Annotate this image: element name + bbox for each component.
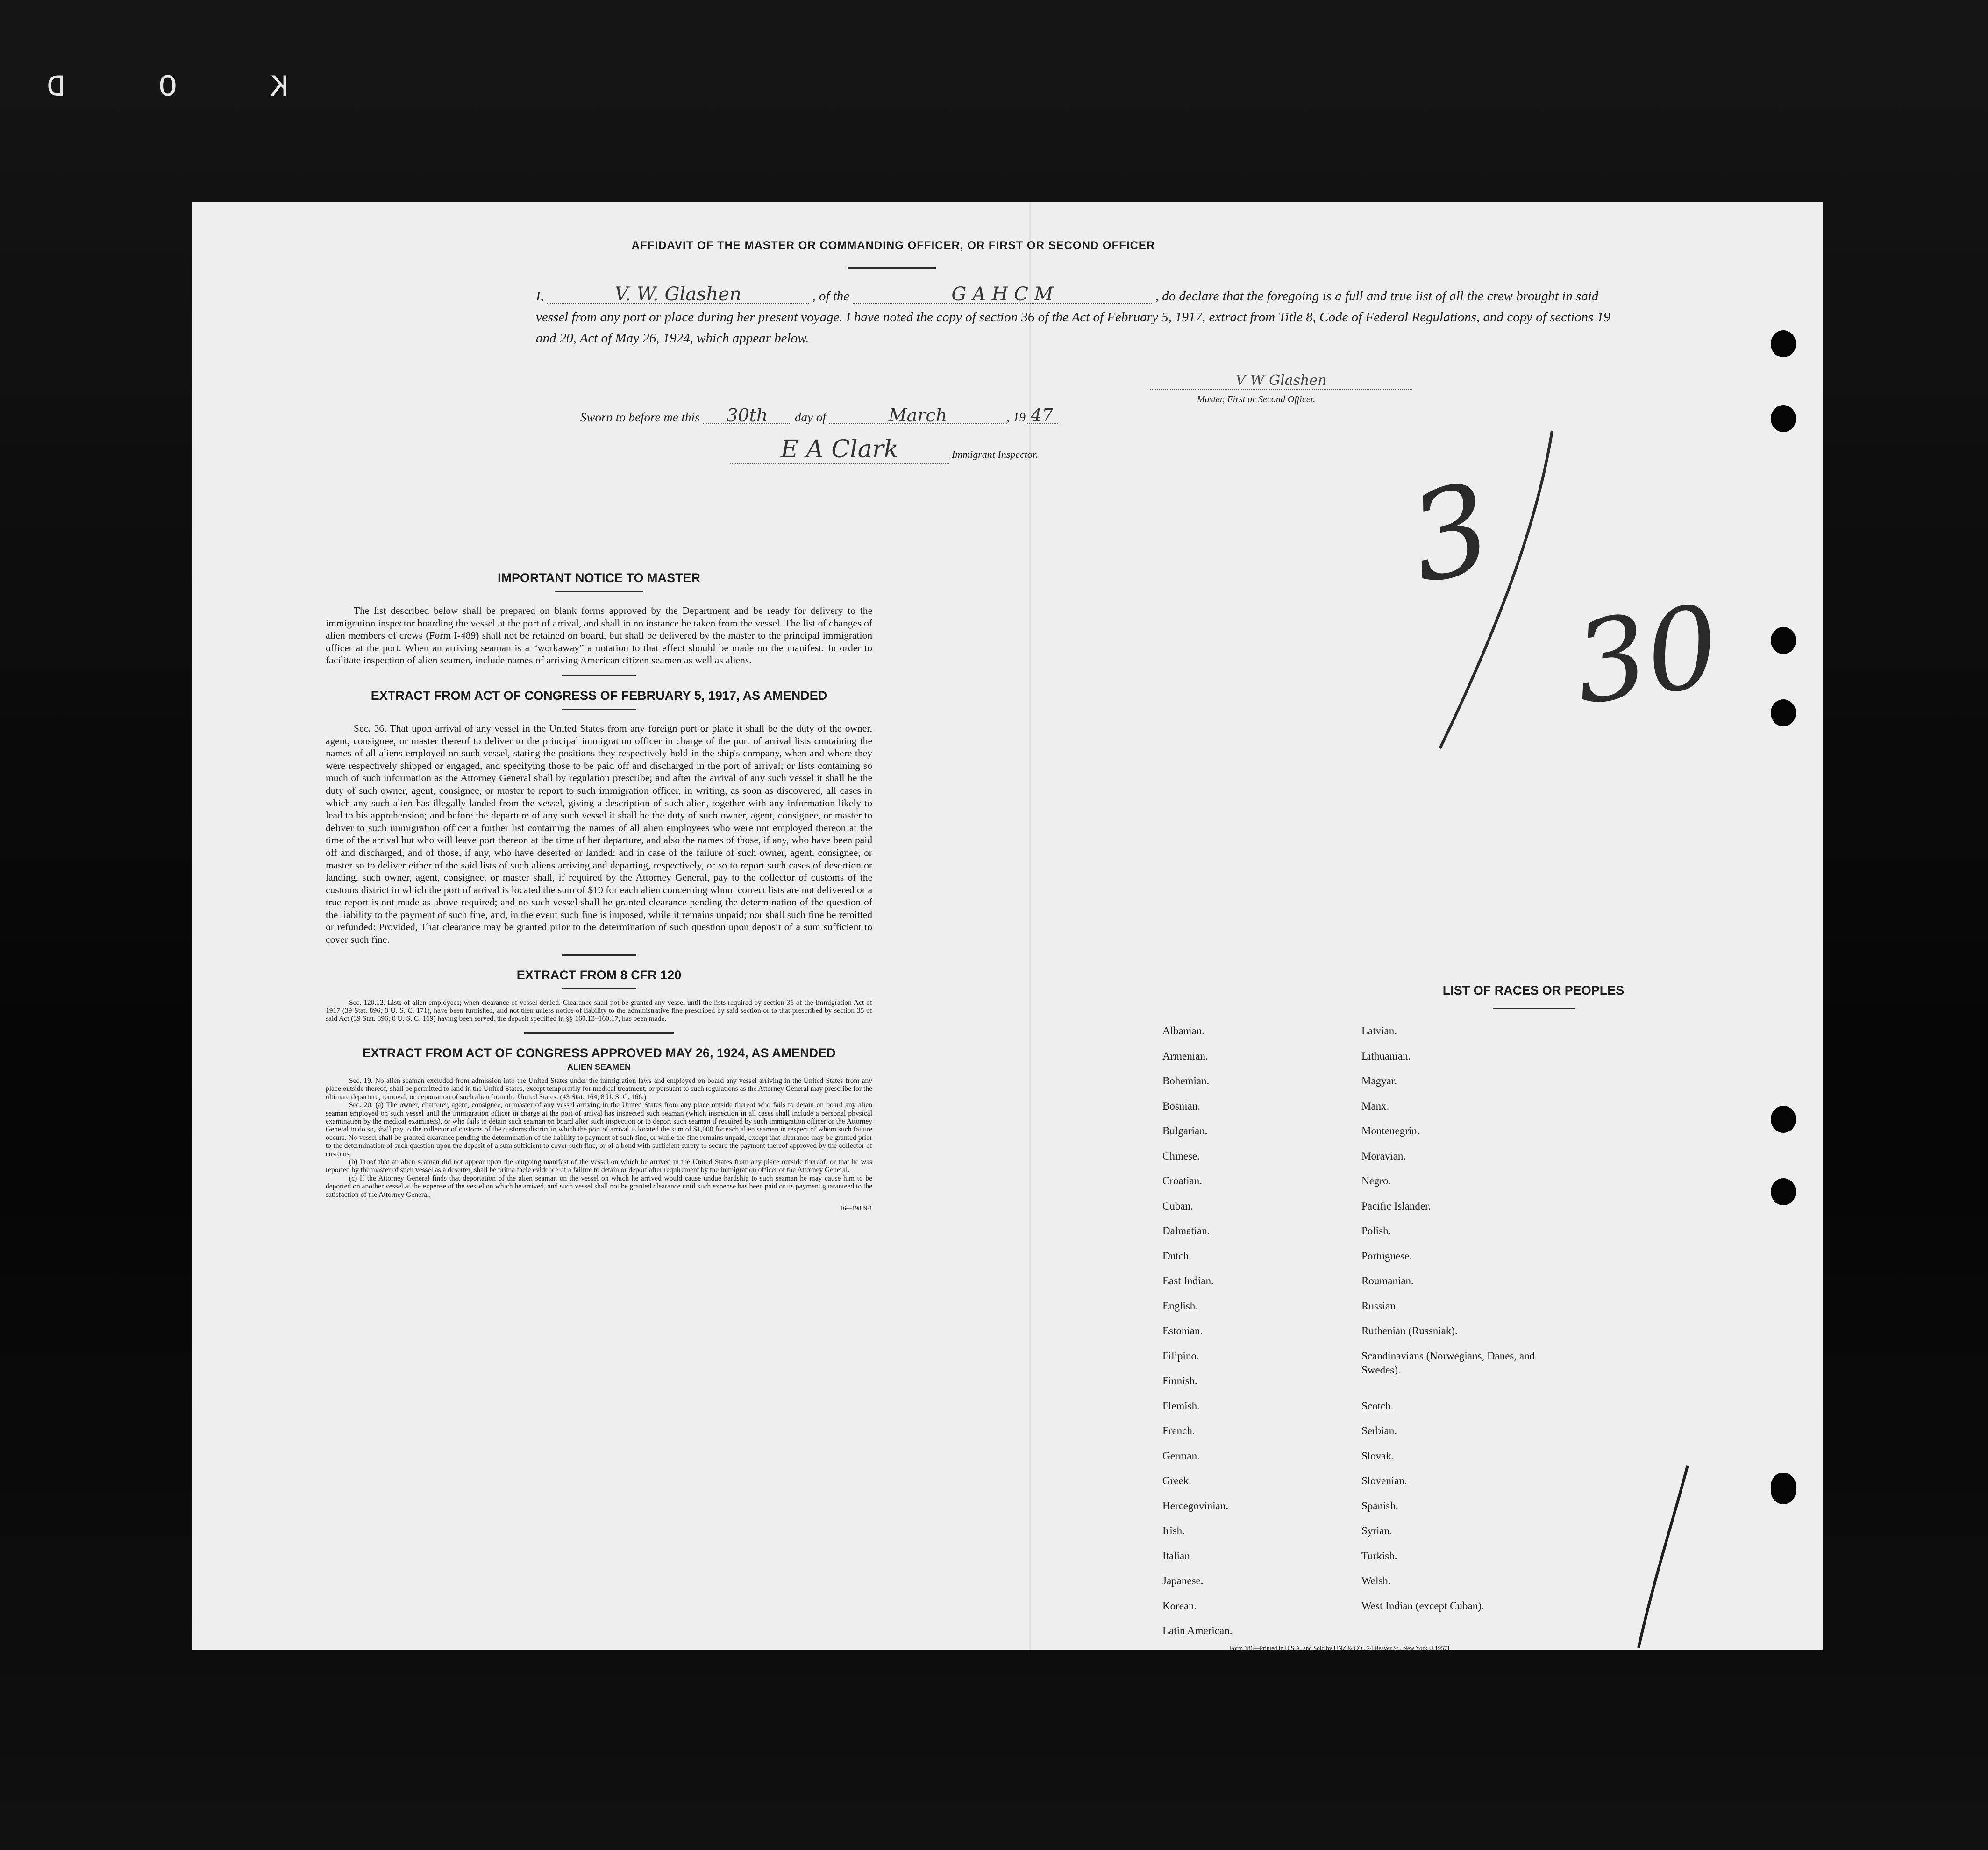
race-item: Serbian. [1361, 1425, 1397, 1437]
punch-hole [1771, 405, 1796, 432]
race-item: Croatian. [1162, 1175, 1202, 1187]
film-edge-mark: K O D [9, 70, 289, 105]
declaration-do-declare: , do declare [1155, 289, 1219, 304]
alien-seamen-subheading: ALIEN SEAMEN [567, 1062, 631, 1072]
punch-hole [1771, 1178, 1796, 1205]
race-item: Lithuanian. [1361, 1050, 1411, 1062]
race-item: West Indian (except Cuban). [1361, 1600, 1484, 1612]
race-item: German. [1162, 1450, 1200, 1462]
race-item: Manx. [1361, 1100, 1389, 1112]
race-item: Scotch. [1361, 1400, 1394, 1412]
handwritten-slash [1431, 426, 1571, 753]
extract-1917-heading: EXTRACT FROM ACT OF CONGRESS OF FEBRUARY 5, 1917, AS AMENDED [371, 688, 827, 703]
race-item: Negro. [1361, 1175, 1391, 1187]
race-item: Filipino. [1162, 1350, 1199, 1362]
sec-19-text: Sec. 19. No alien seaman excluded from admission into the United States under the immigration laws and employed on board any vessel arriving in the United States from any place outside thereof, shall be permitted to land in the United States, except temporarily for medical treatment, or pursuant to such regulations as the Attorney General may prescribe for the ultimate departure, removal, or deportation of such alien from the United States. (43 Stat. 164, 8 U. S. C. 166.) [326, 1076, 872, 1101]
race-item: Portuguese. [1361, 1250, 1412, 1262]
cfr-rule [562, 988, 636, 989]
races-heading: LIST OF RACES OR PEOPLES [1442, 983, 1625, 997]
race-item: Italian [1162, 1550, 1190, 1562]
section-divider [524, 1032, 674, 1034]
declaration-text [536, 286, 1634, 349]
race-item: Chinese. [1162, 1150, 1200, 1162]
race-item: Welsh. [1361, 1575, 1391, 1587]
sec-20c-text: (c) If the Attorney General finds that deportation of the alien seaman on the vessel on which he arrived would cause undue hardship to such seaman he may cause him to be deported on another vessel at the expense of the vessel on which he arrived, and such vessel shall not be granted clearance until such expense has been paid or its payment guaranteed to the satisfaction of the Attorney General. [326, 1174, 872, 1199]
cfr-heading: EXTRACT FROM 8 CFR 120 [516, 968, 682, 982]
race-item: Slovak. [1361, 1450, 1394, 1462]
title-rule [848, 267, 936, 269]
race-item: Bulgarian. [1162, 1125, 1208, 1137]
sec-20b-text: (b) Proof that an alien seaman did not appear upon the outgoing manifest of the vessel on which he arrived in the United States from any place outside thereof, or that he was reported by the master of such vessel as a deserter, shall be prima facie evidence of a failure to detain or deport after requirement by the immigration officer or the Attorney General. [326, 1158, 872, 1174]
race-item: Latvian. [1361, 1025, 1397, 1037]
extract-1924-heading: EXTRACT FROM ACT OF CONGRESS APPROVED MAY 26, 1924, AS AMENDED [362, 1046, 836, 1060]
declaration-i: I, [536, 289, 544, 304]
form-footer: Form 186—Printed in U.S.A. and Sold by UNZ & CO., 24 Beaver St., New York U 19571 [1230, 1644, 1450, 1651]
race-item: Estonian. [1162, 1325, 1203, 1337]
vessel-name: G A H C M [853, 286, 1152, 304]
race-item: Roumanian. [1361, 1275, 1414, 1287]
inspector-signature: E A Clark [730, 435, 949, 464]
punch-hole [1771, 627, 1796, 654]
race-item: Pacific Islander. [1361, 1200, 1431, 1212]
master-signature: V W Glashen [1150, 372, 1412, 390]
sec-20a-text: Sec. 20. (a) The owner, charterer, agent, consignee, or master of any vessel arriving in the United States from any place outside thereof who fails to detain on board any alien seaman employed on such vessel until the immigration officer in charge at the port of arrival has inspected such seaman (which inspection in all cases shall include a personal physical examination by the medical examiners), or who fails to detain such seaman on board after such inspection or to deport such seaman if required by such immigration officer or the Attorney General to do so, shall pay to the collector of customs of the customs district in which the port of arrival is located the sum of $1,000 for each alien seaman in respect of whom such failure occurs. No vessel shall be granted clearance pending the determination of the liability to payment of such fine, or while the fine remains unpaid, except that clearance may be granted prior to the determination of such question upon the deposit of a sum sufficient to cover such fine, or of a bond with sufficient surety to secure the payment thereof approved by the collector of customs. [326, 1101, 872, 1158]
race-item: Scandinavians (Norwegians, Danes, and Swedes). [1361, 1350, 1535, 1376]
notice-text: The list described below shall be prepared on blank forms approved by the Department and be ready for delivery to the immigration inspector boarding the vessel at the port of arrival, and shall in no instance be taken from the vessel. The list of changes of alien members of crews (Form I-489) shall not be retained on board, but shall be delivered by the master to the principal immigration officer at the port. When an arriving seaman is a “workaway” a notation to that effect should be made on the manifest. In order to facilitate inspection of alien seamen, include names of arriving American citizen seamen as well as aliens. [326, 605, 872, 666]
race-item: Cuban. [1162, 1200, 1193, 1212]
race-item: East Indian. [1162, 1275, 1214, 1287]
punch-hole [1771, 330, 1796, 357]
handwritten-stroke [1636, 1463, 1692, 1650]
race-item: English. [1162, 1300, 1198, 1312]
left-form-number: 16—19849-1 [840, 1204, 872, 1211]
race-item: Spanish. [1361, 1500, 1398, 1512]
race-item: Flemish. [1162, 1400, 1200, 1412]
section-divider [562, 675, 636, 676]
race-item: Greek. [1162, 1475, 1191, 1487]
race-item: Russian. [1361, 1300, 1398, 1312]
sworn-day: 30th [703, 407, 791, 424]
race-item: Latin American. [1162, 1625, 1233, 1637]
sworn-line [580, 407, 1058, 425]
left-column [326, 571, 872, 1212]
affidavit-title: AFFIDAVIT OF THE MASTER OR COMMANDING OFFICER, OR FIRST OR SECOND OFFICER [631, 239, 1155, 252]
sworn-day-of: day of [795, 410, 826, 424]
race-item: Korean. [1162, 1600, 1197, 1612]
section-divider [562, 954, 636, 956]
race-item: Dalmatian. [1162, 1225, 1210, 1237]
races-rule [1493, 1008, 1575, 1009]
race-item: Bohemian. [1162, 1075, 1210, 1087]
race-item: Slovenian. [1361, 1475, 1407, 1487]
race-item: Ruthenian (Russniak). [1361, 1325, 1458, 1337]
notice-heading: IMPORTANT NOTICE TO MASTER [498, 571, 700, 585]
race-item: French. [1162, 1425, 1195, 1437]
notice-rule [555, 591, 643, 592]
race-item: Albanian. [1162, 1025, 1205, 1037]
race-item: Finnish. [1162, 1375, 1197, 1387]
punch-hole [1771, 1477, 1796, 1504]
race-item: Turkish. [1361, 1550, 1397, 1562]
punch-hole [1771, 699, 1796, 726]
races-right-column [1361, 1024, 1558, 1624]
race-item: Japanese. [1162, 1575, 1204, 1587]
declaration-of-the: , of the [812, 289, 850, 304]
race-item: Dutch. [1162, 1250, 1191, 1262]
extract-1917-rule [562, 709, 636, 710]
sworn-year: 47 [1026, 407, 1058, 424]
handwritten-day: 30 [1567, 580, 1727, 730]
race-item: Montenegrin. [1361, 1125, 1420, 1137]
handwritten-month: 3 [1398, 457, 1503, 611]
sworn-month: March [829, 407, 1007, 424]
punch-hole [1771, 1106, 1796, 1133]
sworn-year-prefix: , 19 [1006, 410, 1026, 424]
master-caption: Master, First or Second Officer. [1197, 394, 1316, 405]
race-item: Bosnian. [1162, 1100, 1201, 1112]
declarant-name: V. W. Glashen [547, 286, 809, 304]
race-item: Moravian. [1361, 1150, 1406, 1162]
race-item: Polish. [1361, 1225, 1391, 1237]
manifest-sheet [192, 202, 1823, 1650]
inspector-caption: Immigrant Inspector. [952, 448, 1038, 460]
race-item: Irish. [1162, 1525, 1185, 1537]
races-left-column [1162, 1024, 1232, 1649]
extract-1917-text: Sec. 36. That upon arrival of any vessel in the United States from any foreign port or place it shall be the duty of the owner, agent, consignee, or master thereof to deliver to the principal immigration officer in charge of the port of arrival lists containing the names of all aliens employed on such vessel, stating the positions they respectively hold in the ship's company, when and where they were respectively shipped or engaged, and specifying those to be paid off and discharged in the port of arrival; or lists containing so much of such information as the Attorney General shall by regulation prescribe; and after the arrival of any such vessel it shall be the duty of such owner, agent, consignee, or master to report to such immigration officer, in writing, as soon as discovered, all cases in which any such alien has illegally landed from the vessel, giving a description of such alien, together with any information likely to lead to his apprehension; and before the departure of any such vessel it shall be the duty of such owner, agent, consignee, or master to deliver to such immigration officer a further list containing the names of all alien employees who were not employed thereon at the time of the arrival but who will leave port thereon at the time of her departure, and also the names of those, if any, who have been paid off and discharged, and of those, if any, who have deserted or landed; and in case of the failure of such owner, agent, consignee, or master so to deliver either of the said lists of such aliens arriving and departing, respectively, or so to report such cases of desertion or landing, such owner, agent, consignee, or master shall, if required by the Attorney General, pay to the collector of customs of the customs district in which the port of arrival is located the sum of $10 for each alien concerning whom correct lists are not delivered or a true report is not made as above required; and no such vessel shall be granted clearance pending the determination of the question of the liability to the payment of such fine, and, in the event such fine is imposed, while it remains unpaid; nor shall such fine be remitted or refunded: Provided, That clearance may be granted prior to the determination of such question upon deposit of a sum sufficient to cover such fine. [326, 722, 872, 946]
sworn-prefix: Sworn to before me this [580, 410, 700, 424]
declaration-body: that the foregoing is a full and true list of all the crew brought in said vessel from any port or place during her present voyage. I have noted the copy of section 36 of the Act of February 5, 1917, extract from Title 8, Code of Federal Regulations, and copy of sections 19 and 20, Act of May 26, 1924, which appear below. [536, 289, 1610, 346]
race-item: Syrian. [1361, 1525, 1392, 1537]
cfr-text: Sec. 120.12. Lists of alien employees; when clearance of vessel denied. Clearance shall not be granted any vessel until the lists required by section 36 of the Immigration Act of 1917 (39 Stat. 896; 8 U. S. C. 171), have been furnished, and not then unless notice of liability to the administrative fine prescribed by said section or to that prescribed by section 35 of said Act (39 Stat. 896; 8 U. S. C. 169) having been served, the deposit specified in §§ 160.13–160.17, has been made. [326, 998, 872, 1023]
race-item: Magyar. [1361, 1075, 1397, 1087]
race-item: Armenian. [1162, 1050, 1208, 1062]
race-item: Hercegovinian. [1162, 1500, 1229, 1512]
